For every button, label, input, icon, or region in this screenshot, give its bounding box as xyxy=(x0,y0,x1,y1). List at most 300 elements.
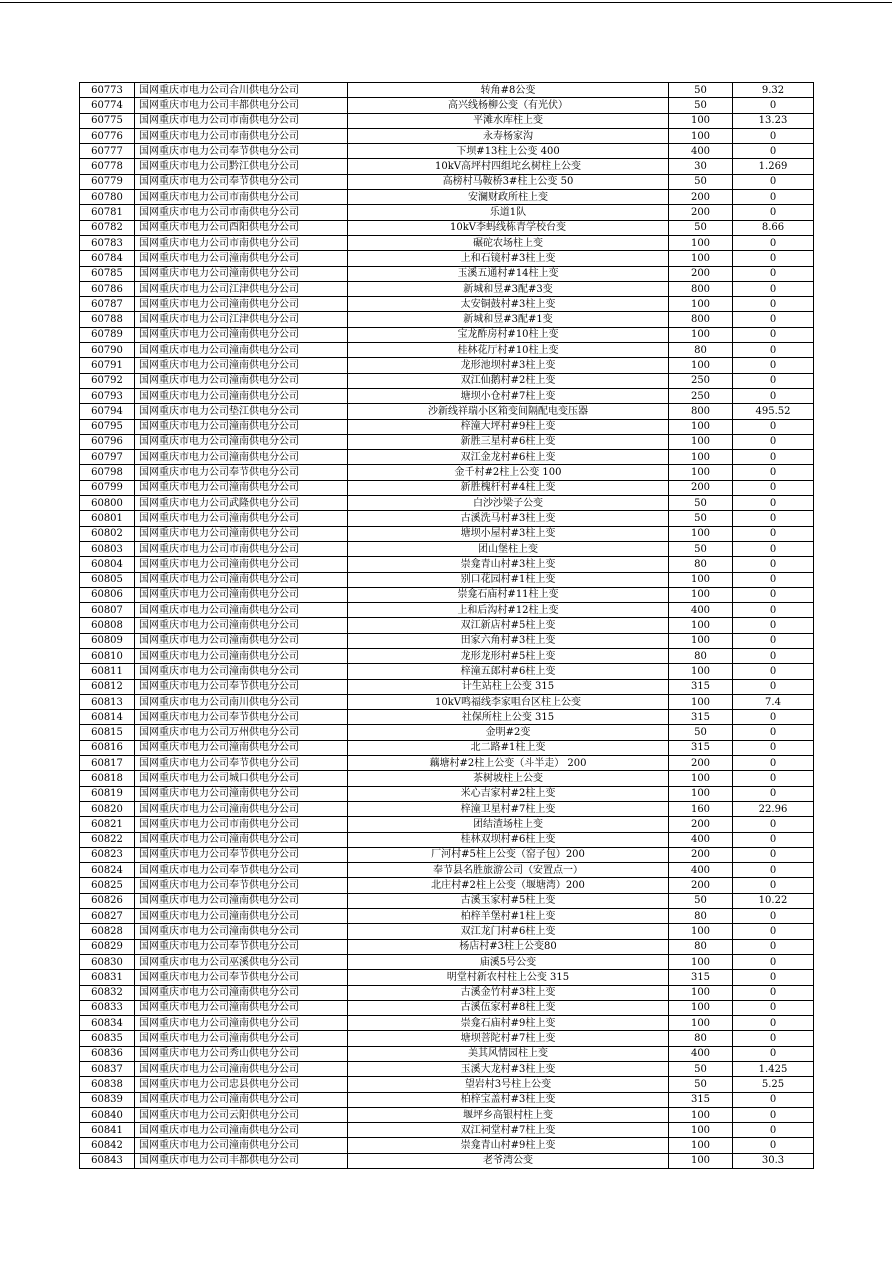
company-name: 国网重庆市电力公司丰都供电分公司 xyxy=(135,1153,348,1168)
table-row xyxy=(80,801,814,816)
capacity-value: 200 xyxy=(669,847,733,862)
transformer-name: 金明#2变 xyxy=(348,725,669,740)
row-id: 60775 xyxy=(80,113,135,128)
transformer-name: 宝龙酢房村#10柱上变 xyxy=(348,327,669,342)
load-value: 0 xyxy=(733,832,814,847)
transformer-name: 转角#8公变 xyxy=(348,83,669,98)
company-name: 国网重庆市电力公司江津供电分公司 xyxy=(135,281,348,296)
transformer-name: 美其风情园柱上变 xyxy=(348,1046,669,1061)
company-name: 国网重庆市电力公司潼南供电分公司 xyxy=(135,1031,348,1046)
load-value: 0 xyxy=(733,281,814,296)
load-value: 5.25 xyxy=(733,1077,814,1092)
capacity-value: 800 xyxy=(669,281,733,296)
table-row xyxy=(80,541,814,556)
load-value: 0 xyxy=(733,312,814,327)
row-id: 60795 xyxy=(80,419,135,434)
transformer-name: 10kV李蚂线栋青学校台变 xyxy=(348,220,669,235)
load-value: 0 xyxy=(733,235,814,250)
company-name: 国网重庆市电力公司潼南供电分公司 xyxy=(135,358,348,373)
load-value: 0 xyxy=(733,205,814,220)
row-id: 60838 xyxy=(80,1077,135,1092)
transformer-name: 安澜财政所柱上变 xyxy=(348,190,669,205)
load-value: 0 xyxy=(733,434,814,449)
table-row xyxy=(80,679,814,694)
company-name: 国网重庆市电力公司黔江供电分公司 xyxy=(135,159,348,174)
row-id: 60793 xyxy=(80,388,135,403)
capacity-value: 200 xyxy=(669,480,733,495)
transformer-name: 梓潼五郎村#6柱上变 xyxy=(348,664,669,679)
row-id: 60790 xyxy=(80,343,135,358)
capacity-value: 100 xyxy=(669,419,733,434)
capacity-value: 100 xyxy=(669,297,733,312)
table-row xyxy=(80,633,814,648)
company-name: 国网重庆市电力公司市南供电分公司 xyxy=(135,817,348,832)
load-value: 0 xyxy=(733,909,814,924)
company-name: 国网重庆市电力公司合川供电分公司 xyxy=(135,83,348,98)
transformer-name: 梓潼卫星村#7柱上变 xyxy=(348,801,669,816)
load-value: 0 xyxy=(733,557,814,572)
transformer-name: 柏梓羊堡村#1柱上变 xyxy=(348,909,669,924)
table-row xyxy=(80,480,814,495)
transformer-name: 崇龛青山村#9柱上变 xyxy=(348,1138,669,1153)
company-name: 国网重庆市电力公司潼南供电分公司 xyxy=(135,480,348,495)
transformer-name: 田家六角村#3柱上变 xyxy=(348,633,669,648)
load-value: 0 xyxy=(733,98,814,113)
capacity-value: 80 xyxy=(669,1031,733,1046)
row-id: 60833 xyxy=(80,1000,135,1015)
table-row xyxy=(80,327,814,342)
row-id: 60840 xyxy=(80,1107,135,1122)
load-value: 0 xyxy=(733,266,814,281)
table-row xyxy=(80,924,814,939)
load-value: 0 xyxy=(733,648,814,663)
capacity-value: 315 xyxy=(669,710,733,725)
company-name: 国网重庆市电力公司潼南供电分公司 xyxy=(135,572,348,587)
load-value: 10.22 xyxy=(733,893,814,908)
load-value: 0 xyxy=(733,373,814,388)
capacity-value: 200 xyxy=(669,190,733,205)
row-id: 60818 xyxy=(80,771,135,786)
capacity-value: 100 xyxy=(669,1138,733,1153)
row-id: 60821 xyxy=(80,817,135,832)
row-id: 60843 xyxy=(80,1153,135,1168)
load-value: 0 xyxy=(733,541,814,556)
table-row xyxy=(80,174,814,189)
transformer-name: 新城和昱#3配#1变 xyxy=(348,312,669,327)
table-row xyxy=(80,1077,814,1092)
capacity-value: 100 xyxy=(669,954,733,969)
transformer-name: 茶树坡柱上公变 xyxy=(348,771,669,786)
capacity-value: 100 xyxy=(669,434,733,449)
table-row xyxy=(80,465,814,480)
capacity-value: 100 xyxy=(669,113,733,128)
transformer-name: 新胜三星村#6柱上变 xyxy=(348,434,669,449)
company-name: 国网重庆市电力公司潼南供电分公司 xyxy=(135,343,348,358)
capacity-value: 100 xyxy=(669,572,733,587)
table-row xyxy=(80,434,814,449)
table-row xyxy=(80,144,814,159)
load-value: 0 xyxy=(733,1138,814,1153)
row-id: 60777 xyxy=(80,144,135,159)
company-name: 国网重庆市电力公司潼南供电分公司 xyxy=(135,909,348,924)
load-value: 0 xyxy=(733,710,814,725)
transformer-name: 柏梓宝盖村#3柱上变 xyxy=(348,1092,669,1107)
row-id: 60808 xyxy=(80,618,135,633)
row-id: 60792 xyxy=(80,373,135,388)
company-name: 国网重庆市电力公司奉节供电分公司 xyxy=(135,847,348,862)
load-value: 0 xyxy=(733,128,814,143)
transformer-name: 古溪洗马村#3柱上变 xyxy=(348,511,669,526)
table-row xyxy=(80,1092,814,1107)
transformer-name: 高榜村马鞍桥3#柱上公变 50 xyxy=(348,174,669,189)
row-id: 60826 xyxy=(80,893,135,908)
load-value: 1.425 xyxy=(733,1062,814,1077)
company-name: 国网重庆市电力公司潼南供电分公司 xyxy=(135,832,348,847)
row-id: 60773 xyxy=(80,83,135,98)
company-name: 国网重庆市电力公司巫溪供电分公司 xyxy=(135,954,348,969)
capacity-value: 200 xyxy=(669,817,733,832)
table-row xyxy=(80,83,814,98)
company-name: 国网重庆市电力公司潼南供电分公司 xyxy=(135,1062,348,1077)
table-row xyxy=(80,1031,814,1046)
company-name: 国网重庆市电力公司潼南供电分公司 xyxy=(135,526,348,541)
load-value: 0 xyxy=(733,465,814,480)
row-id: 60837 xyxy=(80,1062,135,1077)
company-name: 国网重庆市电力公司潼南供电分公司 xyxy=(135,1000,348,1015)
company-name: 国网重庆市电力公司潼南供电分公司 xyxy=(135,511,348,526)
capacity-value: 80 xyxy=(669,939,733,954)
transformer-name: 金千村#2柱上公变 100 xyxy=(348,465,669,480)
transformer-name: 双江金龙村#6柱上变 xyxy=(348,450,669,465)
table-row xyxy=(80,297,814,312)
load-value: 0 xyxy=(733,511,814,526)
row-id: 60797 xyxy=(80,450,135,465)
capacity-value: 400 xyxy=(669,832,733,847)
capacity-value: 80 xyxy=(669,648,733,663)
capacity-value: 80 xyxy=(669,557,733,572)
table-row xyxy=(80,893,814,908)
table-row xyxy=(80,266,814,281)
row-id: 60794 xyxy=(80,404,135,419)
capacity-value: 400 xyxy=(669,603,733,618)
row-id: 60832 xyxy=(80,985,135,1000)
row-id: 60802 xyxy=(80,526,135,541)
company-name: 国网重庆市电力公司市南供电分公司 xyxy=(135,205,348,220)
table-row xyxy=(80,939,814,954)
row-id: 60778 xyxy=(80,159,135,174)
transformer-name: 永寿杨家沟 xyxy=(348,128,669,143)
capacity-value: 100 xyxy=(669,1000,733,1015)
capacity-value: 50 xyxy=(669,174,733,189)
capacity-value: 100 xyxy=(669,1123,733,1138)
capacity-value: 100 xyxy=(669,358,733,373)
load-value: 30.3 xyxy=(733,1153,814,1168)
table-row xyxy=(80,358,814,373)
table-row xyxy=(80,1123,814,1138)
transformer-name: 古溪金竹村#3柱上变 xyxy=(348,985,669,1000)
row-id: 60774 xyxy=(80,98,135,113)
table-row xyxy=(80,128,814,143)
table-row xyxy=(80,863,814,878)
row-id: 60842 xyxy=(80,1138,135,1153)
table-row xyxy=(80,756,814,771)
load-value: 0 xyxy=(733,878,814,893)
load-value: 0 xyxy=(733,970,814,985)
load-value: 0 xyxy=(733,327,814,342)
row-id: 60786 xyxy=(80,281,135,296)
transformer-name: 古溪伍家村#8柱上变 xyxy=(348,1000,669,1015)
transformer-name: 堰坪乡高银村柱上变 xyxy=(348,1107,669,1122)
transformer-name: 高兴线杨柳公变（有光伏） xyxy=(348,98,669,113)
load-value: 0 xyxy=(733,358,814,373)
company-name: 国网重庆市电力公司云阳供电分公司 xyxy=(135,1107,348,1122)
company-name: 国网重庆市电力公司潼南供电分公司 xyxy=(135,740,348,755)
capacity-value: 100 xyxy=(669,771,733,786)
transformer-name: 望岩村3号柱上公变 xyxy=(348,1077,669,1092)
company-name: 国网重庆市电力公司奉节供电分公司 xyxy=(135,863,348,878)
row-id: 60785 xyxy=(80,266,135,281)
transformer-name: 厂河村#5柱上公变（窑子包）200 xyxy=(348,847,669,862)
capacity-value: 250 xyxy=(669,388,733,403)
capacity-value: 100 xyxy=(669,786,733,801)
load-value: 0 xyxy=(733,1031,814,1046)
table-row xyxy=(80,710,814,725)
load-value: 0 xyxy=(733,174,814,189)
row-id: 60787 xyxy=(80,297,135,312)
transformer-name: 米心吉家村#2柱上变 xyxy=(348,786,669,801)
load-value: 0 xyxy=(733,1123,814,1138)
row-id: 60803 xyxy=(80,541,135,556)
row-id: 60829 xyxy=(80,939,135,954)
table-row xyxy=(80,1138,814,1153)
table-row xyxy=(80,450,814,465)
table-row xyxy=(80,832,814,847)
load-value: 0 xyxy=(733,1107,814,1122)
transformer-name: 团结渣场柱上变 xyxy=(348,817,669,832)
company-name: 国网重庆市电力公司市南供电分公司 xyxy=(135,190,348,205)
table-row xyxy=(80,725,814,740)
capacity-value: 200 xyxy=(669,205,733,220)
table-row xyxy=(80,970,814,985)
table-row xyxy=(80,909,814,924)
transformer-name: 桂林双坝村#6柱上变 xyxy=(348,832,669,847)
transformer-name: 双江仙鹅村#2柱上变 xyxy=(348,373,669,388)
capacity-value: 100 xyxy=(669,985,733,1000)
load-value: 0 xyxy=(733,251,814,266)
company-name: 国网重庆市电力公司奉节供电分公司 xyxy=(135,465,348,480)
load-value: 0 xyxy=(733,863,814,878)
table-row xyxy=(80,373,814,388)
load-value: 0 xyxy=(733,1000,814,1015)
row-id: 60807 xyxy=(80,603,135,618)
transformer-name: 玉溪大龙村#3柱上变 xyxy=(348,1062,669,1077)
row-id: 60817 xyxy=(80,756,135,771)
table-row xyxy=(80,419,814,434)
company-name: 国网重庆市电力公司潼南供电分公司 xyxy=(135,1016,348,1031)
table-row xyxy=(80,526,814,541)
capacity-value: 100 xyxy=(669,924,733,939)
row-id: 60800 xyxy=(80,496,135,511)
transformer-name: 下坝#13柱上公变 400 xyxy=(348,144,669,159)
row-id: 60813 xyxy=(80,694,135,709)
row-id: 60816 xyxy=(80,740,135,755)
transformer-name: 老爷湾公变 xyxy=(348,1153,669,1168)
transformer-name: 别口花园村#1柱上变 xyxy=(348,572,669,587)
transformer-name: 太安铜鼓村#3柱上变 xyxy=(348,297,669,312)
table-row xyxy=(80,985,814,1000)
row-id: 60804 xyxy=(80,557,135,572)
load-value: 0 xyxy=(733,587,814,602)
company-name: 国网重庆市电力公司潼南供电分公司 xyxy=(135,603,348,618)
company-name: 国网重庆市电力公司潼南供电分公司 xyxy=(135,557,348,572)
table-row xyxy=(80,190,814,205)
capacity-value: 100 xyxy=(669,694,733,709)
load-value: 0 xyxy=(733,664,814,679)
row-id: 60784 xyxy=(80,251,135,266)
table-row xyxy=(80,572,814,587)
capacity-value: 200 xyxy=(669,878,733,893)
transformer-name: 社保所柱上公变 315 xyxy=(348,710,669,725)
transformer-name: 崇龛石庙村#9柱上变 xyxy=(348,1016,669,1031)
load-value: 0 xyxy=(733,1016,814,1031)
capacity-value: 100 xyxy=(669,1016,733,1031)
transformer-name: 沙新线祥瑞小区箱变间隔配电变压器 xyxy=(348,404,669,419)
capacity-value: 800 xyxy=(669,312,733,327)
transformer-name: 上和石镜村#3柱上变 xyxy=(348,251,669,266)
capacity-value: 50 xyxy=(669,893,733,908)
company-name: 国网重庆市电力公司奉节供电分公司 xyxy=(135,939,348,954)
capacity-value: 400 xyxy=(669,1046,733,1061)
capacity-value: 100 xyxy=(669,526,733,541)
table-row xyxy=(80,235,814,250)
transformer-name: 碾砣农场柱上变 xyxy=(348,235,669,250)
load-value: 0 xyxy=(733,526,814,541)
table-row xyxy=(80,603,814,618)
row-id: 60828 xyxy=(80,924,135,939)
transformer-name: 乐道1队 xyxy=(348,205,669,220)
table-row xyxy=(80,343,814,358)
row-id: 60820 xyxy=(80,801,135,816)
load-value: 0 xyxy=(733,847,814,862)
company-name: 国网重庆市电力公司潼南供电分公司 xyxy=(135,251,348,266)
transformer-name: 平滩水库柱上变 xyxy=(348,113,669,128)
capacity-value: 100 xyxy=(669,251,733,266)
company-name: 国网重庆市电力公司潼南供电分公司 xyxy=(135,893,348,908)
table-row xyxy=(80,740,814,755)
transformer-name: 10kV鸣福线李家咀台区柱上公变 xyxy=(348,694,669,709)
row-id: 60798 xyxy=(80,465,135,480)
row-id: 60827 xyxy=(80,909,135,924)
capacity-value: 200 xyxy=(669,756,733,771)
row-id: 60788 xyxy=(80,312,135,327)
load-value: 22.96 xyxy=(733,801,814,816)
company-name: 国网重庆市电力公司城口供电分公司 xyxy=(135,771,348,786)
row-id: 60810 xyxy=(80,648,135,663)
capacity-value: 50 xyxy=(669,220,733,235)
company-name: 国网重庆市电力公司市南供电分公司 xyxy=(135,235,348,250)
company-name: 国网重庆市电力公司潼南供电分公司 xyxy=(135,1123,348,1138)
transformer-name: 古溪玉家村#5柱上变 xyxy=(348,893,669,908)
load-value: 0 xyxy=(733,419,814,434)
row-id: 60783 xyxy=(80,235,135,250)
company-name: 国网重庆市电力公司市南供电分公司 xyxy=(135,541,348,556)
load-value: 0 xyxy=(733,725,814,740)
capacity-value: 100 xyxy=(669,465,733,480)
capacity-value: 100 xyxy=(669,664,733,679)
load-value: 0 xyxy=(733,343,814,358)
capacity-value: 50 xyxy=(669,725,733,740)
capacity-value: 50 xyxy=(669,496,733,511)
table-row xyxy=(80,771,814,786)
row-id: 60824 xyxy=(80,863,135,878)
transformer-name: 新城和昱#3配#3变 xyxy=(348,281,669,296)
transformer-name: 北庄村#2柱上公变（堰塘湾）200 xyxy=(348,878,669,893)
table-row xyxy=(80,694,814,709)
load-value: 0 xyxy=(733,954,814,969)
capacity-value: 315 xyxy=(669,1092,733,1107)
load-value: 9.32 xyxy=(733,83,814,98)
table-row xyxy=(80,404,814,419)
capacity-value: 30 xyxy=(669,159,733,174)
row-id: 60812 xyxy=(80,679,135,694)
company-name: 国网重庆市电力公司忠县供电分公司 xyxy=(135,1077,348,1092)
capacity-value: 100 xyxy=(669,128,733,143)
capacity-value: 100 xyxy=(669,327,733,342)
company-name: 国网重庆市电力公司潼南供电分公司 xyxy=(135,373,348,388)
load-value: 13.23 xyxy=(733,113,814,128)
capacity-value: 100 xyxy=(669,450,733,465)
company-name: 国网重庆市电力公司潼南供电分公司 xyxy=(135,801,348,816)
company-name: 国网重庆市电力公司潼南供电分公司 xyxy=(135,1092,348,1107)
company-name: 国网重庆市电力公司市南供电分公司 xyxy=(135,113,348,128)
load-value: 0 xyxy=(733,603,814,618)
company-name: 国网重庆市电力公司潼南供电分公司 xyxy=(135,450,348,465)
transformer-name: 龙形池坝村#3柱上变 xyxy=(348,358,669,373)
page-top-border xyxy=(0,2,892,3)
load-value: 0 xyxy=(733,985,814,1000)
company-name: 国网重庆市电力公司潼南供电分公司 xyxy=(135,648,348,663)
row-id: 60801 xyxy=(80,511,135,526)
company-name: 国网重庆市电力公司潼南供电分公司 xyxy=(135,633,348,648)
company-name: 国网重庆市电力公司潼南供电分公司 xyxy=(135,297,348,312)
transformer-name: 计生站柱上公变 315 xyxy=(348,679,669,694)
load-value: 0 xyxy=(733,297,814,312)
transformer-name: 塘坝菩陀村#7柱上变 xyxy=(348,1031,669,1046)
transformer-name: 龙形龙形村#5柱上变 xyxy=(348,648,669,663)
capacity-value: 400 xyxy=(669,863,733,878)
row-id: 60819 xyxy=(80,786,135,801)
capacity-value: 100 xyxy=(669,618,733,633)
transformer-name: 奉节县名胜旅游公司（安置点一） xyxy=(348,863,669,878)
load-value: 0 xyxy=(733,1046,814,1061)
company-name: 国网重庆市电力公司奉节供电分公司 xyxy=(135,878,348,893)
row-id: 60831 xyxy=(80,970,135,985)
row-id: 60789 xyxy=(80,327,135,342)
load-value: 0 xyxy=(733,679,814,694)
capacity-value: 315 xyxy=(669,679,733,694)
capacity-value: 50 xyxy=(669,1062,733,1077)
table-row xyxy=(80,205,814,220)
table-row xyxy=(80,878,814,893)
capacity-value: 80 xyxy=(669,909,733,924)
table-row xyxy=(80,312,814,327)
transformer-name: 杨店村#3柱上公变80 xyxy=(348,939,669,954)
row-id: 60782 xyxy=(80,220,135,235)
company-name: 国网重庆市电力公司丰都供电分公司 xyxy=(135,98,348,113)
transformer-name: 双江新店村#5柱上变 xyxy=(348,618,669,633)
transformer-name: 双江龙门村#6柱上变 xyxy=(348,924,669,939)
load-value: 0 xyxy=(733,450,814,465)
